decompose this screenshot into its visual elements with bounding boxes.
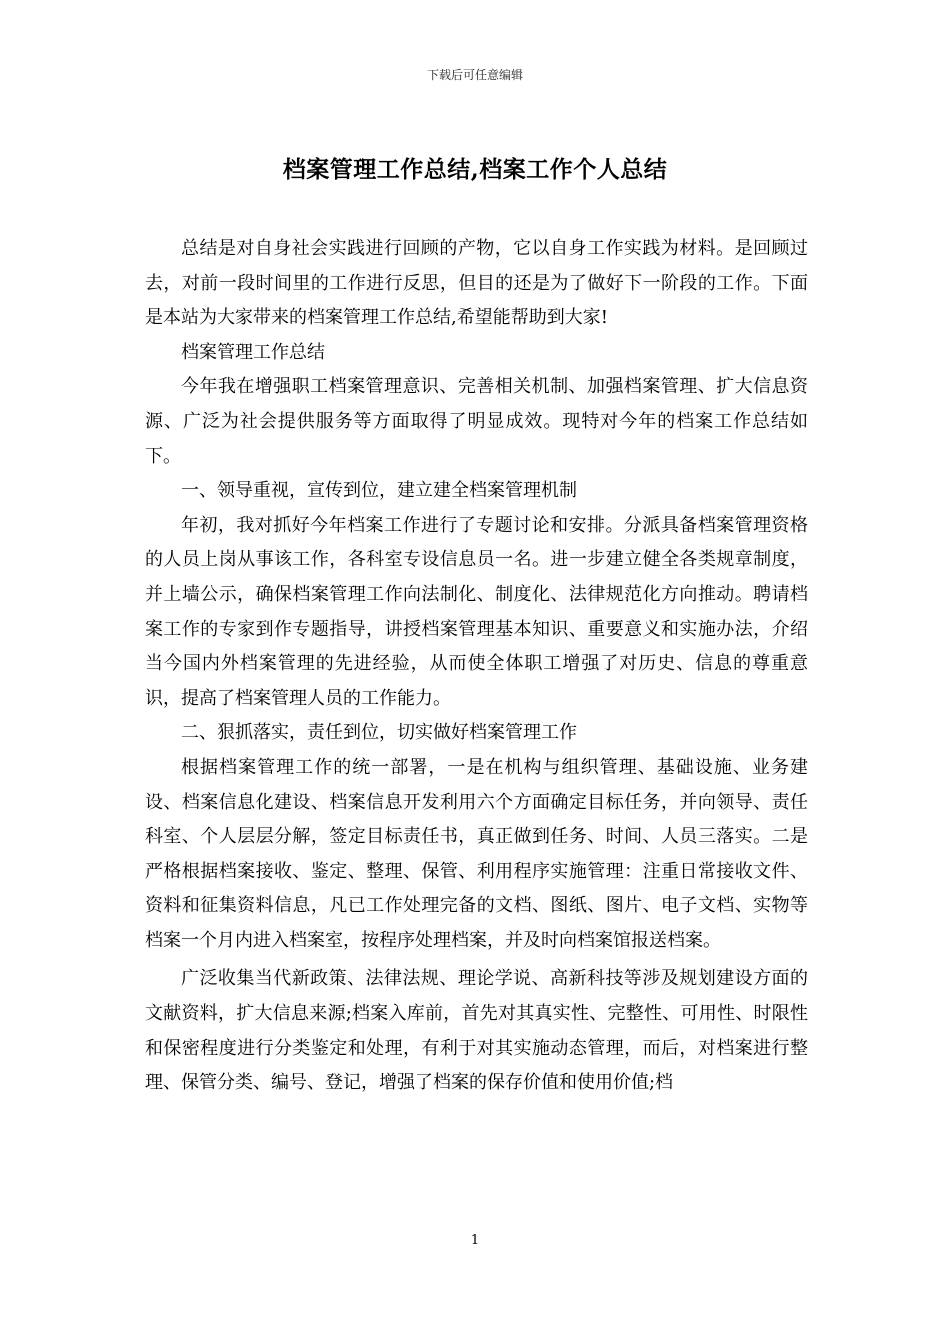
paragraph-overview: 今年我在增强职工档案管理意识、完善相关机制、加强档案管理、扩大信息资源、广泛为社会提供服务等方面取得了明显成效。现特对今年的档案工作总结如下。 — [145, 376, 808, 467]
page-number: 1 — [470, 1233, 480, 1248]
header-note: 下载后可任意编辑 — [426, 68, 523, 82]
section-heading-2: 二、狠抓落实，责任到位，切实做好档案管理工作 — [181, 722, 577, 744]
paragraph-section-2: 根据档案管理工作的统一部署，一是在机构与组织管理、基础设施、业务建设、档案信息化建设、档案信息开发利用六个方面确定目标任务，并向领导、责任科室、个人层层分解，签定目标责任书，真正做到任务、时间、人员三落实。二是严格根据档案接收、鉴定、整理、保管、利用程序实施管理：注重日常接收文件、资料和征集资料信息，凡已工作处理完备的文档、图纸、图片、电子文档、实物等档案一个月内进入档案室，按程序处理档案，并及时向档案馆报送档案。 — [145, 756, 808, 951]
document-title: 档案管理工作总结,档案工作个人总结 — [282, 156, 668, 183]
paragraph-section-1: 年初，我对抓好今年档案工作进行了专题讨论和安排。分派具备档案管理资格的人员上岗从事该工作，各科室专设信息员一名。进一步建立健全各类规章制度，并上墙公示，确保档案管理工作向法制化、制度化、法律规范化方向推动。聘请档案工作的专家到作专题指导，讲授档案管理基本知识、重要意义和实施办法，介绍当今国内外档案管理的先进经验，从而使全体职工增强了对历史、信息的尊重意识，提高了档案管理人员的工作能力。 — [145, 514, 808, 709]
paragraph-section-2-continued: 广泛收集当代新政策、法律法规、理论学说、高新科技等涉及规划建设方面的文献资料，扩大信息来源;档案入库前，首先对其真实性、完整性、可用性、时限性和保密程度进行分类鉴定和处理，有利于对其实施动态管理，而后，对档案进行整理、保管分类、编号、登记，增强了档案的保存价值和使用价值;档 — [145, 968, 808, 1094]
section-heading-1: 一、领导重视，宣传到位，建立建全档案管理机制 — [181, 480, 577, 502]
paragraph-subtitle: 档案管理工作总结 — [181, 341, 325, 363]
document-body — [145, 232, 808, 1101]
paragraph-intro: 总结是对自身社会实践进行回顾的产物，它以自身工作实践为材料。是回顾过去，对前一段时间里的工作进行反思，但目的还是为了做好下一阶段的工作。下面是本站为大家带来的档案管理工作总结,希望能帮助到大家! — [145, 238, 808, 329]
